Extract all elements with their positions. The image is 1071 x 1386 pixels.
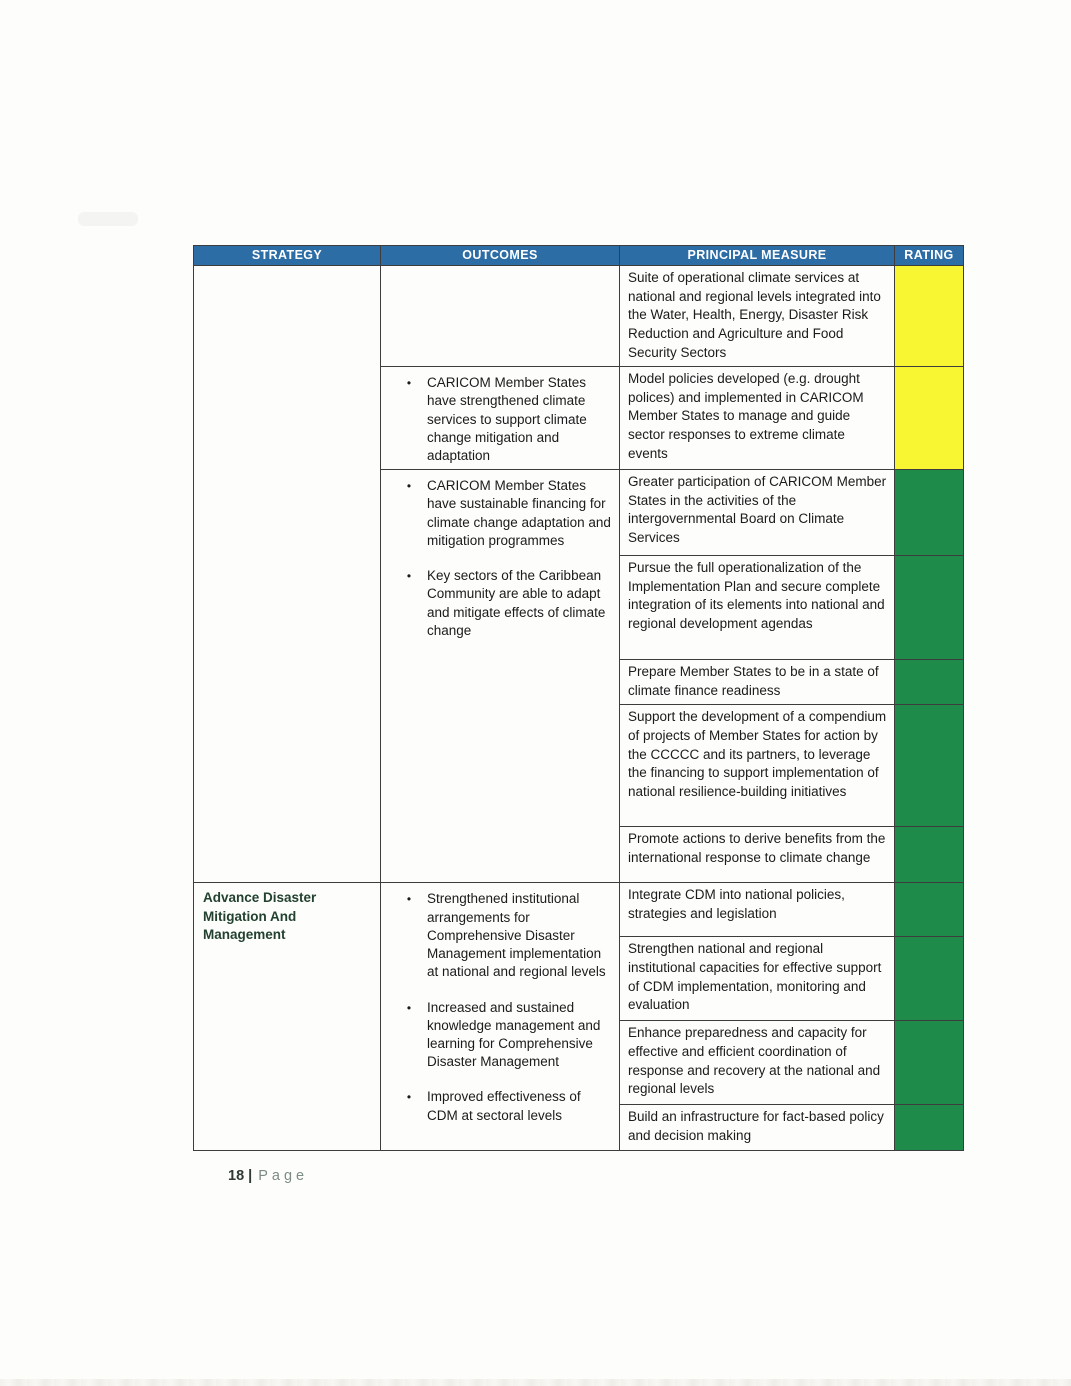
page-number: 18 bbox=[228, 1168, 245, 1184]
rating-cell bbox=[895, 827, 964, 883]
page-footer bbox=[228, 1168, 308, 1184]
outcomes-cell bbox=[381, 883, 620, 1150]
measure-cell: Model policies developed (e.g. drought polices) and implemented in CARICOM Member States to manage and guide sector responses to extreme climate events bbox=[620, 367, 895, 470]
outcome-text: Strengthened institutional arrangements for Comprehensive Disaster Management implementation at national and regional levels bbox=[427, 891, 606, 980]
outcome-text: CARICOM Member States have strengthened climate services to support climate change mitigation and adaptation bbox=[427, 375, 587, 463]
rating-cell bbox=[895, 1105, 964, 1150]
measure-cell: Suite of operational climate services at national and regional levels integrated into the Water, Health, Energy, Disaster Risk Reduction and Agriculture and Food Security Sectors bbox=[620, 266, 895, 367]
outcome-text: Key sectors of the Caribbean Community are able to adapt and mitigate effects of climate change bbox=[427, 568, 606, 638]
scan-artifact-smudge bbox=[78, 212, 138, 226]
bullet-icon: • bbox=[406, 1090, 412, 1105]
outcomes-cell bbox=[381, 367, 620, 470]
column-header-rating: RATING bbox=[895, 246, 964, 266]
strategy-cell: Advance Disaster Mitigation And Management bbox=[194, 883, 381, 1150]
rating-cell bbox=[895, 937, 964, 1021]
bullet-icon: • bbox=[406, 479, 412, 494]
outcome-item bbox=[391, 999, 614, 1072]
measure-cell: Enhance preparedness and capacity for effective and efficient coordination of response and recovery at the national and regional levels bbox=[620, 1021, 895, 1105]
bullet-icon: • bbox=[406, 1000, 412, 1015]
rating-cell bbox=[895, 705, 964, 827]
rating-cell bbox=[895, 883, 964, 937]
measure-cell: Pursue the full operationalization of the Implementation Plan and secure complete integration of its elements into national and regional development agendas bbox=[620, 556, 895, 660]
rating-cell bbox=[895, 470, 964, 556]
measure-cell: Greater participation of CARICOM Member States in the activities of the intergovernmental Board on Climate Services bbox=[620, 470, 895, 556]
table-header-row bbox=[194, 246, 964, 266]
footer-separator: | bbox=[248, 1168, 253, 1184]
strategy-outcomes-rating-table bbox=[193, 245, 964, 1151]
column-header-principal-measure: PRINCIPAL MEASURE bbox=[620, 246, 895, 266]
rating-cell bbox=[895, 367, 964, 470]
column-header-strategy: STRATEGY bbox=[194, 246, 381, 266]
bullet-icon: • bbox=[406, 892, 412, 907]
outcome-item bbox=[391, 567, 614, 640]
measure-cell: Strengthen national and regional institutional capacities for effective support of CDM implementation, monitoring and evaluation bbox=[620, 937, 895, 1021]
outcome-item bbox=[391, 1088, 614, 1124]
outcome-item bbox=[391, 477, 614, 550]
outcome-item bbox=[391, 890, 614, 981]
rating-cell bbox=[895, 266, 964, 367]
outcome-item bbox=[391, 374, 614, 465]
rating-cell bbox=[895, 556, 964, 660]
outcomes-cell-empty bbox=[381, 266, 620, 367]
rating-cell bbox=[895, 660, 964, 705]
measure-cell: Build an infrastructure for fact-based policy and decision making bbox=[620, 1105, 895, 1150]
outcome-text: CARICOM Member States have sustainable financing for climate change adaptation and mitigation programmes bbox=[427, 478, 611, 548]
outcome-text: Increased and sustained knowledge management and learning for Comprehensive Disaster Management bbox=[427, 999, 601, 1070]
bullet-icon: • bbox=[406, 376, 412, 391]
strategy-cell-continued bbox=[194, 266, 381, 883]
column-header-outcomes: OUTCOMES bbox=[381, 246, 620, 266]
scan-artifact-bottom-edge bbox=[0, 1379, 1071, 1386]
measure-cell: Promote actions to derive benefits from the international response to climate change bbox=[620, 827, 895, 883]
table-row bbox=[194, 883, 964, 937]
measure-cell: Prepare Member States to be in a state of climate finance readiness bbox=[620, 660, 895, 705]
footer-label: Page bbox=[258, 1168, 309, 1184]
measure-cell: Support the development of a compendium of projects of Member States for action by the CCCCC and its partners, to leverage the financing to support implementation of national resilience-building initiatives bbox=[620, 705, 895, 827]
measure-cell: Integrate CDM into national policies, strategies and legislation bbox=[620, 883, 895, 937]
outcome-text: Improved effectiveness of CDM at sectoral levels bbox=[427, 1089, 581, 1123]
table-row bbox=[194, 266, 964, 367]
bullet-icon: • bbox=[406, 569, 412, 584]
rating-cell bbox=[895, 1021, 964, 1105]
outcomes-cell bbox=[381, 470, 620, 883]
